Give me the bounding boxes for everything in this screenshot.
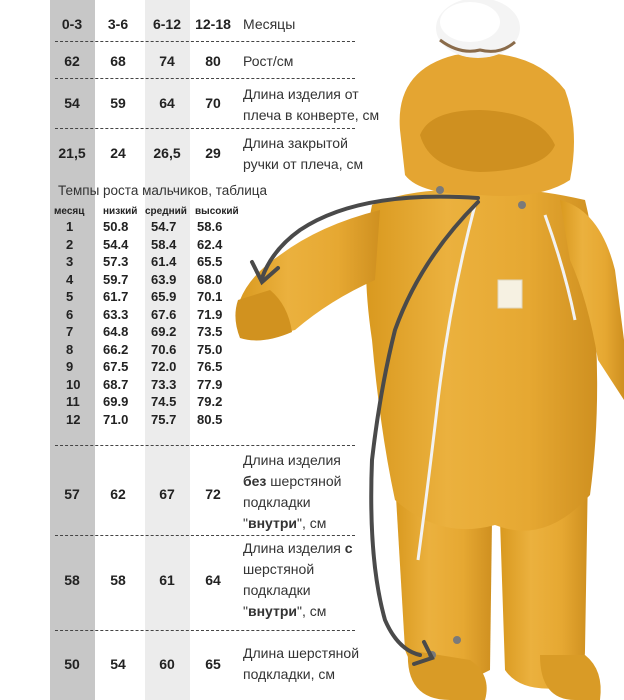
growth-cell-low: 63.3 — [103, 306, 129, 322]
cell-lining-1: 58 — [64, 572, 80, 588]
cell-sleeve-4: 29 — [205, 145, 221, 161]
label-line: подкладки — [243, 582, 311, 598]
growth-cell-low: 59.7 — [103, 271, 129, 287]
growth-table-title: Темпы роста мальчиков, таблица — [58, 183, 268, 198]
growth-cell-low: 66.2 — [103, 341, 129, 357]
label-sleeve-length — [243, 133, 363, 175]
growth-cell-low: 68.7 — [103, 376, 129, 392]
cell-lining-4: 64 — [205, 572, 221, 588]
growth-cell-low: 61.7 — [103, 289, 129, 304]
label-text: " — [243, 515, 248, 531]
label-line: Длина закрытой — [243, 135, 348, 151]
cell-lining-2: 58 — [110, 572, 126, 588]
cell-nolining-2: 62 — [110, 486, 126, 502]
divider — [55, 535, 355, 536]
growth-cell-month: 8 — [66, 341, 74, 357]
label-line: шерстяной — [243, 561, 315, 577]
growth-cell-low: 71.0 — [103, 411, 129, 427]
label-emphasis: без — [243, 473, 267, 489]
growth-cell-month: 3 — [66, 254, 74, 269]
label-lining-length — [243, 643, 359, 685]
label-text: ", см — [297, 603, 327, 619]
growth-cell-high: 62.4 — [197, 236, 223, 252]
growth-cell-high: 79.2 — [197, 394, 223, 409]
label-line: Длина шерстяной — [243, 645, 360, 661]
cell-height-1: 62 — [64, 53, 80, 69]
growth-cell-month: 4 — [66, 271, 74, 287]
growth-cell-mid: 63.9 — [151, 271, 177, 287]
label-emphasis: с — [344, 540, 353, 556]
label-line: ручки от плеча, см — [243, 156, 364, 172]
label-line: Длина изделия от — [243, 86, 359, 102]
label-line — [243, 471, 341, 492]
growth-cell-high: 71.9 — [197, 306, 223, 322]
cell-months-3: 6-12 — [152, 16, 182, 32]
cell-nolining-3: 67 — [159, 486, 175, 502]
growth-cell-mid: 73.3 — [151, 376, 177, 392]
growth-cell-mid: 67.6 — [151, 306, 177, 322]
cell-envelope-1: 54 — [64, 95, 80, 111]
cell-height-2: 68 — [110, 53, 126, 69]
cell-lining-3: 61 — [159, 572, 175, 588]
growth-header-high: высокий — [195, 206, 239, 217]
growth-cell-mid: 61.4 — [151, 254, 177, 269]
growth-cell-high: 73.5 — [197, 324, 223, 339]
cell-liningonly-4: 65 — [205, 656, 221, 672]
label-height: Рост/см — [243, 53, 294, 69]
divider — [55, 128, 355, 129]
cell-liningonly-3: 60 — [159, 656, 175, 672]
growth-cell-month: 5 — [66, 289, 74, 304]
cell-sleeve-2: 24 — [110, 145, 126, 161]
label-length-with-lining — [243, 538, 353, 622]
growth-cell-low: 50.8 — [103, 219, 129, 234]
divider — [55, 78, 355, 79]
growth-cell-month: 7 — [66, 324, 74, 339]
growth-cell-high: 58.6 — [197, 219, 223, 234]
cell-nolining-1: 57 — [64, 486, 80, 502]
label-text: шерстяной — [266, 473, 342, 489]
growth-cell-high: 76.5 — [197, 359, 223, 374]
growth-cell-high: 80.5 — [197, 411, 223, 427]
growth-cell-mid: 69.2 — [151, 324, 177, 339]
growth-cell-mid: 65.9 — [151, 289, 177, 304]
growth-cell-mid: 75.7 — [151, 411, 177, 427]
label-line: подкладки — [243, 494, 311, 510]
label-text: Длина изделия — [243, 540, 345, 556]
growth-cell-month: 1 — [66, 219, 74, 234]
label-line — [243, 601, 353, 622]
growth-cell-low: 64.8 — [103, 324, 129, 339]
growth-cell-high: 65.5 — [197, 254, 223, 269]
growth-cell-mid: 58.4 — [151, 236, 177, 252]
growth-cell-low: 69.9 — [103, 394, 129, 409]
label-text: " — [243, 603, 248, 619]
growth-cell-month: 2 — [66, 236, 74, 252]
growth-cell-month: 10 — [66, 376, 81, 392]
growth-cell-low: 67.5 — [103, 359, 129, 374]
cell-months-2: 3-6 — [107, 16, 129, 32]
label-text: ", см — [297, 515, 327, 531]
label-line — [243, 513, 341, 534]
cell-liningonly-1: 50 — [64, 656, 80, 672]
divider — [55, 41, 355, 42]
growth-header-low: низкий — [103, 206, 138, 217]
label-line — [243, 538, 353, 559]
growth-cell-high: 75.0 — [197, 341, 223, 357]
label-emphasis: внутри — [247, 515, 298, 531]
divider — [55, 445, 355, 446]
label-line: подкладки, см — [243, 666, 335, 682]
growth-header-mid: средний — [145, 206, 187, 217]
cell-liningonly-2: 54 — [110, 656, 126, 672]
label-emphasis: внутри — [247, 603, 298, 619]
growth-cell-high: 70.1 — [197, 289, 223, 304]
growth-cell-high: 77.9 — [197, 376, 223, 392]
growth-cell-mid: 70.6 — [151, 341, 177, 357]
growth-cell-mid: 72.0 — [151, 359, 177, 374]
growth-cell-month: 9 — [66, 359, 74, 374]
growth-cell-month: 11 — [66, 394, 80, 409]
growth-cell-low: 54.4 — [103, 236, 129, 252]
growth-cell-month: 12 — [66, 411, 81, 427]
divider — [55, 630, 355, 631]
label-line: Длина изделия — [243, 452, 341, 468]
growth-cell-high: 68.0 — [197, 271, 223, 287]
cell-envelope-4: 70 — [205, 95, 221, 111]
cell-height-4: 80 — [205, 53, 221, 69]
cell-sleeve-3: 26,5 — [153, 145, 181, 161]
cell-height-3: 74 — [159, 53, 175, 69]
label-months: Месяцы — [243, 16, 296, 32]
growth-cell-mid: 54.7 — [151, 219, 177, 234]
fur-pompom — [436, 0, 520, 58]
growth-cell-mid: 74.5 — [151, 394, 177, 409]
cell-sleeve-1: 21,5 — [58, 145, 86, 161]
cell-months-4: 12-18 — [195, 16, 231, 32]
growth-cell-low: 57.3 — [103, 254, 129, 269]
growth-cell-month: 6 — [66, 306, 74, 322]
label-envelope-length — [243, 84, 379, 126]
cell-envelope-3: 64 — [159, 95, 175, 111]
label-line: плеча в конверте, см — [243, 107, 380, 123]
growth-header-month: месяц — [54, 206, 85, 217]
cell-months-1: 0-3 — [61, 16, 83, 32]
cell-envelope-2: 59 — [110, 95, 126, 111]
label-length-without-lining — [243, 450, 341, 534]
cell-nolining-4: 72 — [205, 486, 221, 502]
